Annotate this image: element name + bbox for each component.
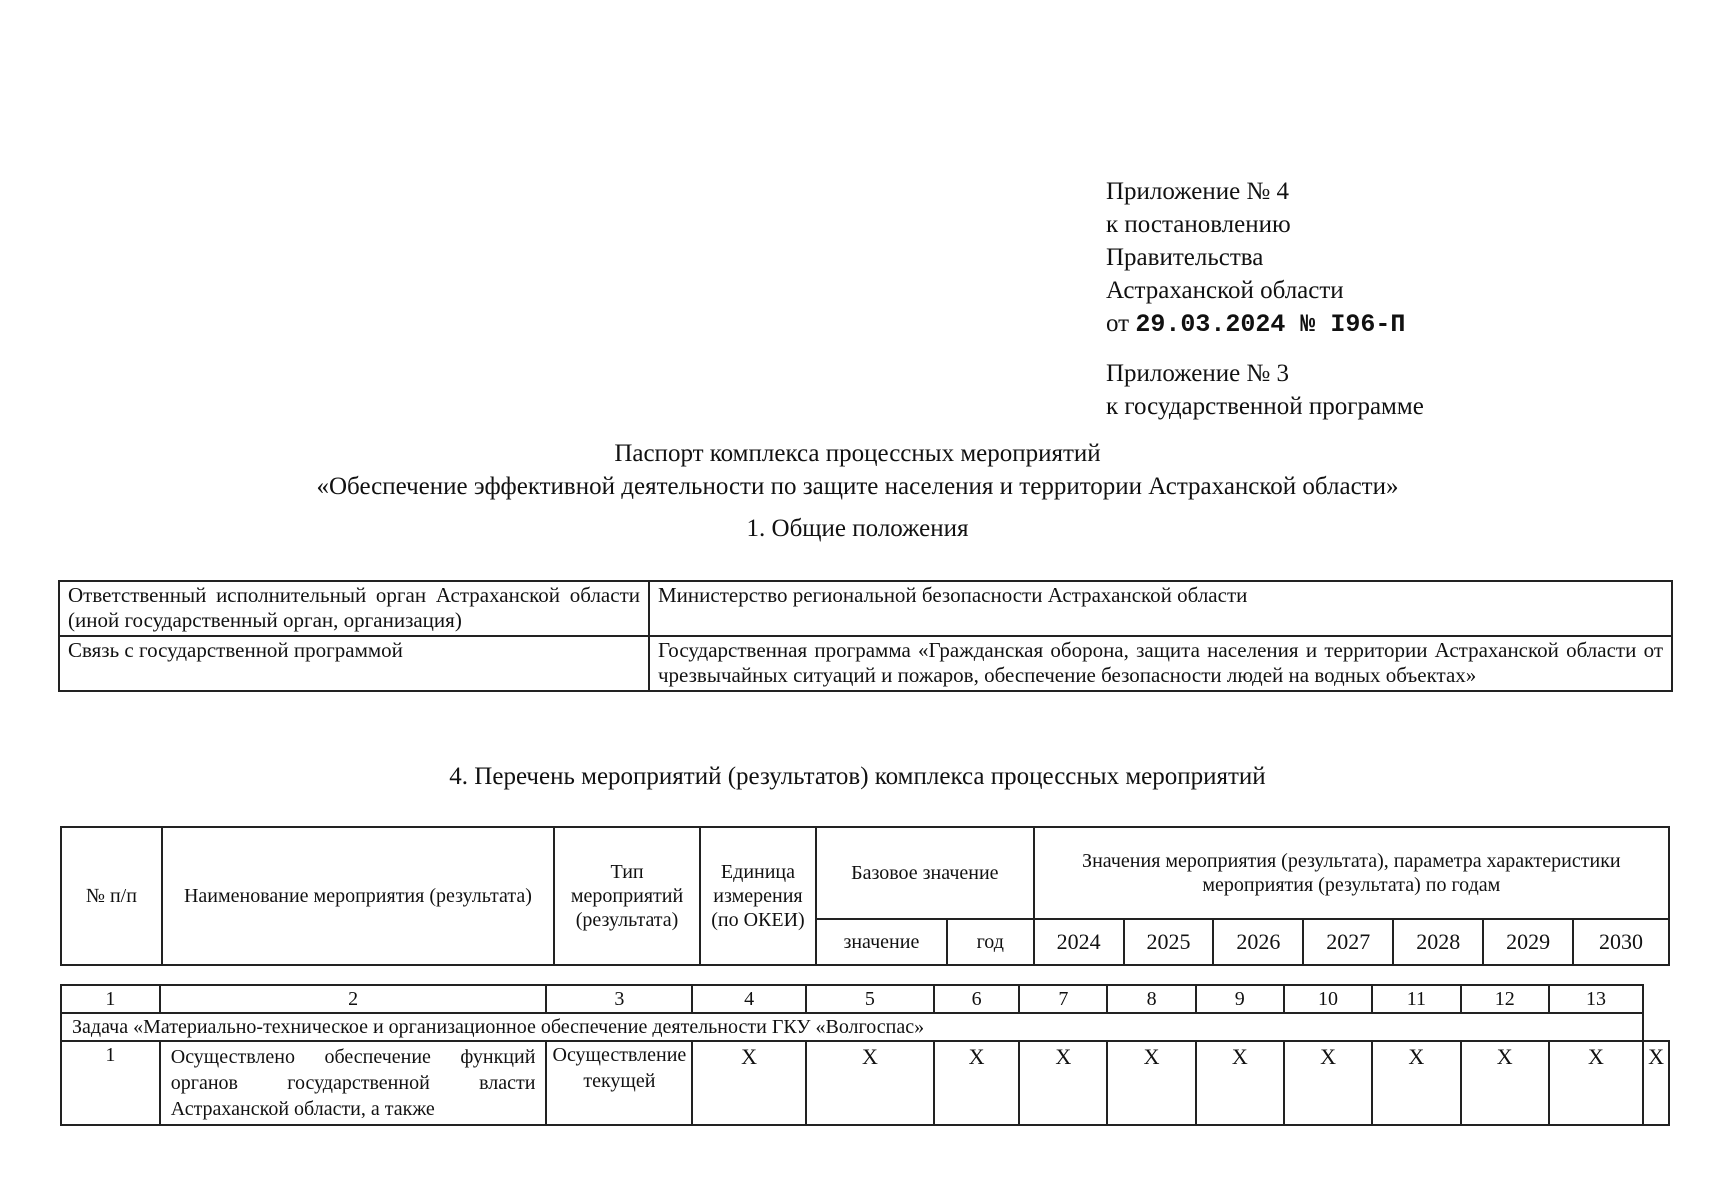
header-type: Тип мероприятий (результата) <box>554 827 700 965</box>
column-number: 13 <box>1549 985 1643 1013</box>
annex-4-line: Приложение № 4 <box>1106 178 1290 205</box>
general-label: Связь с государственной программой <box>59 636 649 691</box>
column-number: 4 <box>692 985 806 1013</box>
row-num: 1 <box>61 1041 160 1125</box>
annex-4-date <box>1106 307 1405 341</box>
row-mark: X <box>1196 1041 1284 1125</box>
section-1-heading: 1. Общие положения <box>746 515 969 542</box>
header-year: 2025 <box>1124 919 1214 965</box>
annex-3-block <box>1106 357 1424 423</box>
header-year: 2026 <box>1213 919 1303 965</box>
column-number: 11 <box>1372 985 1460 1013</box>
annex-4-line: Астраханской области <box>1106 277 1344 304</box>
header-year: 2024 <box>1034 919 1124 965</box>
annex-4-line: к постановлению <box>1106 211 1291 238</box>
task-label: Задача «Материально-техническое и организационное обеспечение деятельности ГКУ «Волгоспас» <box>61 1013 1643 1041</box>
table-row <box>59 581 1672 636</box>
row-mark: X <box>1107 1041 1195 1125</box>
row-mark: X <box>692 1041 806 1125</box>
header-base-year: год <box>947 919 1034 965</box>
row-mark: X <box>806 1041 934 1125</box>
annex-4-line: Правительства <box>1106 244 1264 271</box>
column-number: 10 <box>1284 985 1372 1013</box>
row-type: Осуществление текущей <box>546 1041 692 1125</box>
row-mark: X <box>1372 1041 1460 1125</box>
column-number-row <box>61 985 1669 1013</box>
date-prefix: от <box>1106 310 1130 337</box>
date-stamp: 29.03.2024 № I96-П <box>1135 310 1406 339</box>
header-name: Наименование мероприятия (результата) <box>162 827 554 965</box>
row-mark: X <box>1549 1041 1643 1125</box>
header-num: № п/п <box>61 827 162 965</box>
column-number: 5 <box>806 985 934 1013</box>
general-label: Ответственный исполнительный орган Астраханской области (иной государственный орган, организация) <box>59 581 649 636</box>
column-number: 12 <box>1461 985 1549 1013</box>
document-subtitle: «Обеспечение эффективной деятельности по защите населения и территории Астраханской области» <box>316 473 1399 500</box>
table-row <box>61 1041 1669 1125</box>
header-values: Значения мероприятия (результата), параметра характеристики мероприятия (результата) по годам <box>1034 827 1669 919</box>
header-base: Базовое значение <box>816 827 1034 919</box>
header-base-value: значение <box>816 919 947 965</box>
row-mark: X <box>1461 1041 1549 1125</box>
general-value: Министерство региональной безопасности Астраханской области <box>649 581 1672 636</box>
measures-body-table <box>60 984 1670 1126</box>
row-mark: X <box>1019 1041 1107 1125</box>
document-title: Паспорт комплекса процессных мероприятий <box>614 440 1101 467</box>
row-name: Осуществлено обеспечение функций органов государственной власти Астраханской области, а также <box>160 1041 547 1125</box>
task-row <box>61 1013 1669 1041</box>
annex-3-line: Приложение № 3 <box>1106 360 1290 387</box>
annex-3-line: к государственной программе <box>1106 393 1424 420</box>
column-number: 2 <box>160 985 547 1013</box>
general-value: Государственная программа «Гражданская оборона, защита населения и территории Астраханской области от чрезвычайных ситуаций и пожаров, обеспечение безопасности людей на водных объектах» <box>649 636 1672 691</box>
header-row <box>61 827 1669 919</box>
measures-header-table <box>60 826 1670 966</box>
header-unit: Единица измерения (по ОКЕИ) <box>700 827 816 965</box>
row-mark: X <box>1643 1041 1669 1125</box>
header-year: 2030 <box>1573 919 1669 965</box>
row-mark: X <box>1284 1041 1372 1125</box>
header-year: 2027 <box>1303 919 1393 965</box>
row-mark: X <box>934 1041 1019 1125</box>
column-number: 3 <box>546 985 692 1013</box>
header-year: 2028 <box>1393 919 1483 965</box>
header-year: 2029 <box>1483 919 1573 965</box>
column-number: 8 <box>1107 985 1195 1013</box>
table-row <box>59 636 1672 691</box>
annex-4-block <box>1106 175 1405 341</box>
column-number: 1 <box>61 985 160 1013</box>
column-number: 9 <box>1196 985 1284 1013</box>
general-provisions-table <box>58 580 1673 692</box>
column-number: 7 <box>1019 985 1107 1013</box>
column-number: 6 <box>934 985 1019 1013</box>
section-4-heading: 4. Перечень мероприятий (результатов) комплекса процессных мероприятий <box>449 763 1266 790</box>
